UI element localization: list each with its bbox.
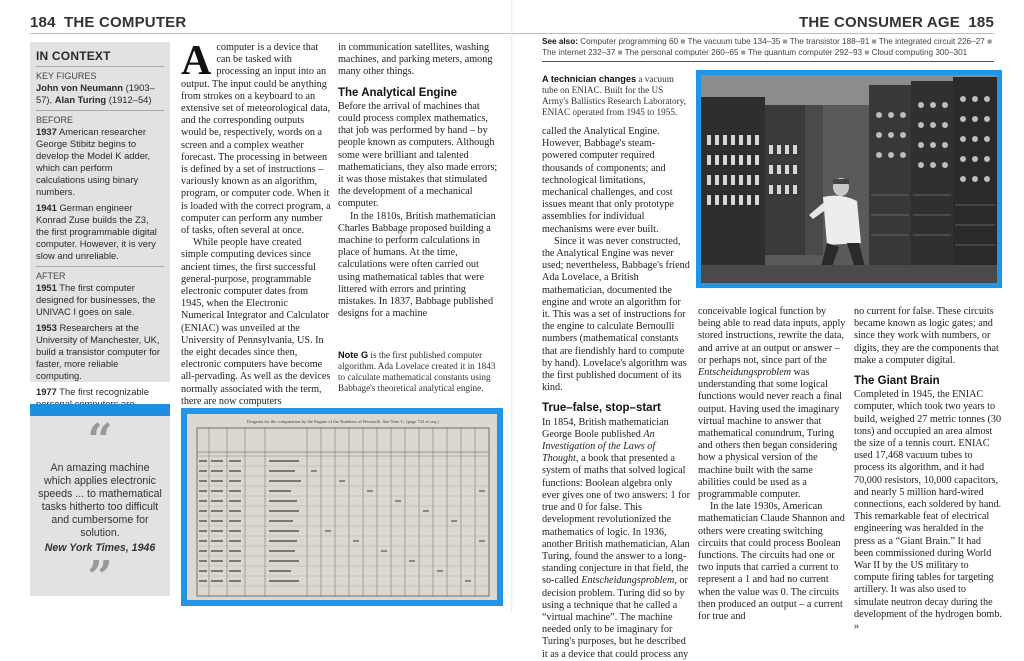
body-column-1 (181, 38, 331, 408)
key-figure-dates: (1912–54) (106, 94, 152, 105)
see-also-link[interactable]: The internet 232–37 (542, 48, 616, 57)
see-also: See also: Computer programming 60 ■ The vacuum tube 134–35 ■ The transistor 188–91 ■ The integrated circuit 226–27 ■ The internet 232–37 ■ The personal computer 260–65 ■ The quantum computer 292–93 ■ Cloud computing 300–301 (542, 37, 993, 57)
paragraph-text: was understanding that some logical functions would never reach a final output. Having used the imaginary virtual machine to answer that mathematical conundrum, Turing and others then began considering how a physical version of the machine built with the same abilities could be used as a programmable computer. (698, 367, 842, 501)
key-figure-dates: (1903–57), (36, 82, 155, 105)
entry-year: 1977 (36, 386, 57, 397)
entry-year: 1951 (36, 282, 57, 293)
eniac-photo-frame (696, 70, 1002, 288)
body-paragraph (698, 306, 846, 501)
paragraph-text: , or decision problem. Turing did so by using a technique that he called a “virtual machine”. The machine needed only to be imaginary for Turing's purposes, but he described it as a device that could process any (542, 575, 689, 660)
key-figure-name: Alan Turing (54, 94, 107, 105)
in-context-heading: IN CONTEXT (36, 49, 111, 63)
divider (36, 266, 164, 267)
caption-text: a vacuum tube on ENIAC. Built for the US Army's Ballistics Research Laboratory, ENIAC operated from 1945 to 1955. (542, 74, 686, 117)
entry-text: The first recognizable (59, 386, 149, 397)
body-paragraph: In the 1810s, British mathematician Charles Babbage proposed building a machine to perform calculations in place of humans. At the time, calculations were often carried out using mathematical tables that were littered with errors and printing mistakes. In 1837, Babbage published designs for a machine (338, 210, 496, 320)
body-paragraph: no current for false. These circuits became known as logic gates; and since they work with numbers, or digits, they are the components that make a computer digital. (854, 306, 999, 366)
paragraph-text: conceivable logical function by being able to read data inputs, apply stored instructions, rewrite the data, and arrive at an output or answer – or perhaps not, since part of the (698, 306, 846, 366)
after-entry (36, 282, 164, 318)
body-paragraph: called the Analytical Engine. However, Babbage's steam-powered computer required thousands of components; and technological limitations, mechanical challenges, and cost issues meant that only prototype assemblies for individual mechanisms were ever built. (542, 126, 674, 235)
before-label: BEFORE (36, 115, 74, 125)
eniac-illustration (701, 75, 997, 283)
note-g-table-illustration (187, 414, 497, 600)
paragraph-text: computer is a device that can be tasked with processing an input into an output. The input could be anything from strokes on a keyboard to an extensive set of meteorological data, and the corresponding outputs would be, respectively, words on a screen and a complex weather forecast. The processing in between is defined by a set of instructions – variously known as an algorithm, program, or computer code. When it is loaded with the correct program, a computer can perform any number of tasks, often several at once. (181, 42, 331, 237)
body-column-2 (338, 42, 502, 320)
eniac-caption (542, 74, 690, 118)
see-also-link[interactable]: Computer programming 60 (580, 37, 679, 46)
book-title: An Investigation of the Laws of Thought (542, 428, 656, 465)
entry-year: 1941 (36, 202, 57, 213)
entry-text: Researchers at the University of Manchester, UK, build a transistor computer for faster, more reliable computing. (36, 322, 161, 381)
right-page-number: 185 (968, 14, 994, 31)
after-entry (36, 322, 164, 382)
eniac-photo (701, 75, 997, 283)
section-heading: True–false, stop–start (542, 402, 661, 415)
left-page-number: 184 (30, 14, 56, 31)
body-paragraph (542, 417, 690, 661)
entry-text: American researcher George Stibitz begins to develop the Model K adder, which can perform calculations using binary numbers. (36, 126, 151, 197)
quote-text: An amazing machine which applies electronic speeds ... to mathematical tasks hitherto too difficult and cumbersome for solution. (38, 462, 162, 539)
close-quote-icon: ” (87, 552, 113, 603)
body-paragraph: In the late 1930s, American mathematician Claude Shannon and others were creating switching circuits that could process Boolean functions. The circuits had one or two inputs that carried a current to represent a 1 and had no current when the value was 0. The circuits then produced an output – a current for true and (698, 501, 845, 623)
section-heading: The Giant Brain (854, 375, 940, 388)
see-also-label: See also: (542, 37, 578, 46)
note-g-caption (338, 350, 502, 394)
body-column-5 (854, 306, 1002, 633)
note-g-sheet-title: Diagram for the computation by the Engine of the Numbers of Bernoulli. See Note G. (page 722 et seq.) (247, 419, 439, 424)
body-paragraph: Since it was never constructed, the Analytical Engine was never used; nevertheless, Babbage's friend Ada Lovelace, a British mathematician, documented the engine and wrote an algorithm for it. This was a set of instructions for the engine to calculate Bernoulli numbers (mathematical constants that are fiendishly hard to compute by hand). Lovelace's algorithm was the first published document of its kind. (542, 235, 690, 394)
drop-cap: A (181, 38, 212, 84)
open-quote-icon: “ (87, 415, 113, 466)
entry-year: 1953 (36, 322, 57, 333)
right-folio (799, 14, 994, 31)
note-g-image-frame (181, 408, 503, 606)
paragraph-text: In 1854, British mathematician George Boole published (542, 416, 669, 440)
entry-text: The first computer designed for businesses, the UNIVAC I goes on sale. (36, 282, 156, 317)
pull-quote (30, 415, 170, 603)
left-running-head: THE COMPUTER (64, 14, 187, 31)
before-entry (36, 126, 164, 198)
key-figures (36, 82, 164, 106)
see-also-link[interactable]: The vacuum tube 134–35 (687, 37, 781, 46)
left-header-rule (30, 33, 512, 34)
after-label: AFTER (36, 271, 66, 281)
in-context-box (30, 42, 170, 397)
caption-text: is the first published computer algorithm. Ada Lovelace created it in 1843 to calculate mathematical constants using Babbage's theoretical analytical engine. (338, 350, 496, 393)
term-italic: Entscheidungsproblem (581, 575, 675, 587)
right-header-rule (512, 33, 994, 34)
right-page (512, 0, 1024, 660)
before-entry (36, 202, 164, 262)
section-heading: The Analytical Engine (338, 86, 458, 99)
see-also-link[interactable]: The integrated circuit 226–27 (878, 37, 985, 46)
body-paragraph: While people have created simple computing devices since ancient times, the first successful general-purpose, programmable electronic computer dates from 1945, when the Electronic Numerical Integrator and Calculator (ENIAC) was unveiled at the University of Pennsylvania, US. In the eight decades since then, electronic computers have become all-pervading. As well as the devices normally associated with the term, there are now computers (181, 237, 331, 407)
right-running-head: THE CONSUMER AGE (798, 14, 960, 31)
see-also-rule (542, 61, 994, 62)
caption-lead: Note G (338, 350, 369, 360)
body-column-3 (542, 126, 690, 661)
left-folio (30, 14, 186, 31)
see-also-link[interactable]: Cloud computing 300–301 (871, 48, 968, 57)
term-italic: Entscheidungsproblem (698, 367, 791, 379)
paragraph-text: , a book that presented a system of maths that solved logical functions: Boolean algebra only ever gives one of two answers: 1 for true and 0 for false. This development revolutionized the mathematics of logic. In 1936, another British mathematician, Alan Turing, found the answer to a long-standing conjecture in that field, the so-called (542, 453, 690, 587)
see-also-link[interactable]: The transistor 188–91 (789, 37, 870, 46)
key-figure-name: John von Neumann (36, 82, 123, 93)
body-paragraph (181, 38, 331, 237)
entry-text: German engineer Konrad Zuse builds the Z3, the first programmable digital computer. However, it is very slow and unreliable. (36, 202, 157, 261)
divider (36, 66, 164, 67)
left-page (0, 0, 512, 612)
divider (36, 110, 164, 111)
quote-source: New York Times, 1946 (44, 542, 156, 554)
key-figures-label: KEY FIGURES (36, 71, 97, 81)
see-also-link[interactable]: The personal computer 260–65 (624, 48, 739, 57)
body-paragraph: Before the arrival of machines that could process complex mathematics, that job was performed by hand – by people known as computers. Although some were brilliant and talented mathematicians, they also made errors; it was those mistakes that stimulated the development of a mechanical computer. (338, 100, 498, 210)
body-paragraph: in communication satellites, washing machines, and parking meters, among many other things. (338, 42, 493, 78)
note-g-image (187, 414, 497, 600)
entry-year: 1937 (36, 126, 57, 137)
body-column-4 (698, 306, 846, 623)
caption-lead: A technician changes (542, 74, 637, 84)
see-also-link[interactable]: The quantum computer 292–93 (747, 48, 863, 57)
body-paragraph: Completed in 1945, the ENIAC computer, which took two years to build, weighed 27 metric tonnes (30 tons) and occupied an area almost the size of a tennis court. ENIAC used 17,468 vacuum tubes to process its algorithm, and it had 70,000 resistors, 10,000 capacitors, and nearly 5 million hard-wired connections, each soldered by hand. This remarkable feat of electrical engineering was heralded in the press as a “Giant Brain.” It had been commissioned during World War II by the US military to compute firing tables for targeting artillery. It was also used to simulate neutron decay during the development of the hydrogen bomb. » (854, 389, 1002, 633)
